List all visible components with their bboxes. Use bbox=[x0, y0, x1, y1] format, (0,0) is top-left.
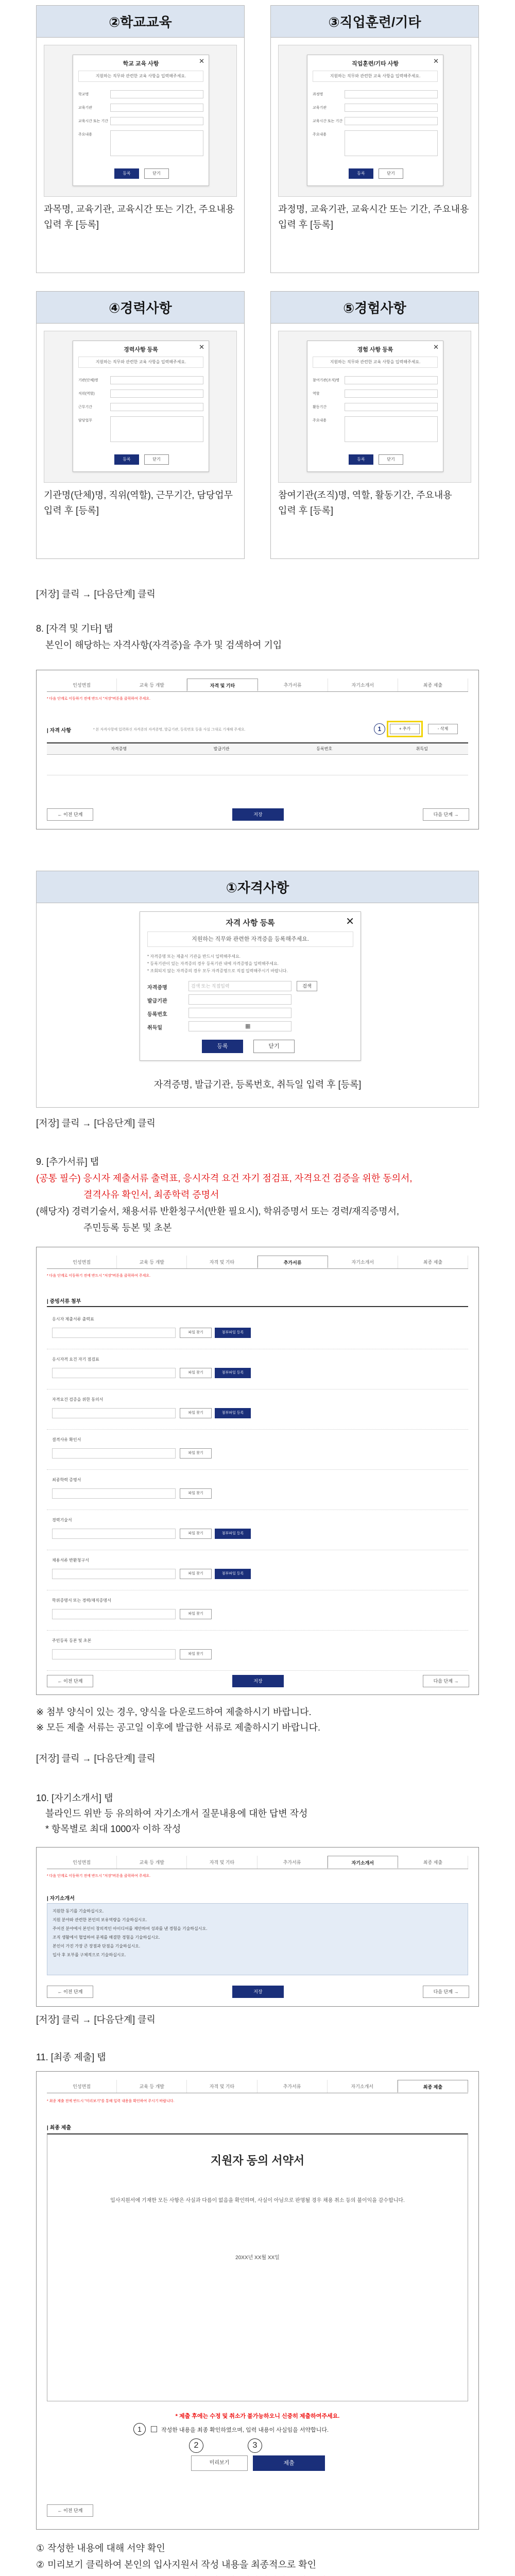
table-header-cell[interactable] bbox=[47, 743, 67, 754]
sec10-prev-button[interactable]: ← 이전 단계 bbox=[47, 1986, 93, 1998]
modal-title: 직업훈련/기타 사항 bbox=[351, 61, 399, 67]
file-find-button[interactable]: 파일 찾기 bbox=[180, 1368, 212, 1378]
close-icon[interactable]: ✕ bbox=[433, 343, 439, 351]
sec9-note-2: ※ 모든 제출 서류는 공고일 이후에 발급한 서류로 제출하시기 바랍니다. bbox=[36, 1722, 320, 1733]
field-input[interactable] bbox=[110, 403, 203, 411]
step-card-3 bbox=[270, 5, 479, 273]
field-input[interactable] bbox=[110, 130, 203, 156]
doc-label: 주민등록 등본 및 초본 bbox=[52, 1638, 92, 1643]
sec10-footer: [저장] 클릭 → [다음단계] 클릭 bbox=[36, 2014, 156, 2025]
qualification-field-input[interactable] bbox=[188, 1021, 291, 1031]
field-input[interactable] bbox=[345, 117, 438, 125]
caption-line: 입력 후 [등록] bbox=[278, 219, 333, 230]
step-card-screenshot bbox=[44, 331, 237, 483]
doc-file-input[interactable] bbox=[52, 1529, 176, 1539]
file-find-button[interactable]: 파일 찾기 bbox=[180, 1569, 212, 1579]
tab-item[interactable]: 추가서류 bbox=[258, 679, 328, 691]
step-card-screenshot bbox=[278, 45, 471, 197]
qualification-submit-button[interactable]: 등록 bbox=[202, 1040, 243, 1053]
step-card-caption bbox=[44, 201, 237, 232]
field-input[interactable] bbox=[345, 389, 438, 398]
attach-register-button[interactable]: 첨부파일 등록 bbox=[215, 1328, 251, 1338]
qualification-fields bbox=[147, 980, 353, 1033]
sec11-section-label: | 최종 제출 bbox=[47, 2125, 71, 2131]
sec9-footer: [저장] 클릭 → [다음단계] 클릭 bbox=[36, 1753, 156, 1764]
field-input[interactable] bbox=[345, 403, 438, 411]
qualification-field-input[interactable] bbox=[188, 994, 291, 1005]
field-label: 근무기간 bbox=[78, 405, 93, 409]
attach-register-button[interactable]: 첨부파일 등록 bbox=[215, 1408, 251, 1418]
final-step bbox=[36, 2556, 331, 2573]
attach-register-button[interactable]: 첨부파일 등록 bbox=[215, 1569, 251, 1579]
qualification-modal-title: 자격 사항 등록 bbox=[226, 919, 275, 927]
modal-title: 경험 사항 등록 bbox=[357, 347, 393, 353]
final-step-text: 미리보기 클릭하여 본인의 입사지원서 작성 내용을 최종적으로 확인 bbox=[47, 2560, 317, 2570]
sec10-tabs bbox=[47, 1856, 468, 1869]
tab-item[interactable]: 인성면접 bbox=[47, 1256, 117, 1268]
modal-field-row bbox=[78, 389, 203, 398]
doc-file-input[interactable] bbox=[52, 1368, 176, 1378]
close-icon[interactable]: ✕ bbox=[433, 57, 439, 65]
doc-label: 경력기술서 bbox=[52, 1518, 72, 1522]
sec9-screenshot bbox=[36, 1247, 479, 1695]
calendar-icon[interactable]: ▦ bbox=[245, 1023, 251, 1029]
field-input[interactable] bbox=[345, 104, 438, 112]
tab-item[interactable]: 인성면접 bbox=[47, 679, 117, 691]
step-card-caption bbox=[278, 201, 471, 232]
sec10-desc-1: 블라인드 위반 등 유의하여 자기소개서 질문내용에 대한 답변 작성 bbox=[45, 1808, 308, 1819]
field-input[interactable] bbox=[110, 416, 203, 442]
table-header-cell: 등록번호 bbox=[316, 747, 333, 751]
modal-note: 지원하는 직무와 관련한 교육 사항을 입력해주세요. bbox=[313, 71, 438, 82]
agree-checkbox[interactable] bbox=[151, 2426, 157, 2432]
sec8-next-button[interactable]: 다음 단계 → bbox=[423, 808, 469, 821]
file-find-button[interactable]: 파일 찾기 bbox=[180, 1448, 212, 1459]
tab-item[interactable]: 자격 및 기타 bbox=[187, 2080, 257, 2093]
sec10-section-label: | 자기소개서 bbox=[47, 1896, 75, 1902]
final-step-number: ① bbox=[36, 2543, 45, 2553]
sec9-divider bbox=[47, 1306, 468, 1307]
tab-item[interactable]: 교육 등 개발 bbox=[117, 1856, 187, 1869]
attach-register-button[interactable]: 첨부파일 등록 bbox=[215, 1368, 251, 1378]
modal-field-row bbox=[313, 104, 438, 112]
caption-line: 참여기관(조직)명, 역할, 활동기간, 주요내용 bbox=[278, 490, 452, 500]
modal-field-row bbox=[78, 403, 203, 411]
qualification-bullet: * 자격증명 또는 제출서 기관을 반드시 입력해주세요. bbox=[147, 954, 241, 959]
doc-upload-row bbox=[47, 1550, 468, 1590]
pledge-date: 20XX년 XX월 XX일 bbox=[235, 2255, 280, 2261]
step-card-modal bbox=[73, 55, 209, 186]
sec11-tabs bbox=[47, 2080, 468, 2093]
field-input[interactable] bbox=[110, 117, 203, 125]
sec8-screenshot bbox=[36, 670, 479, 829]
final-step-text: 작성한 내용에 대해 서약 확인 bbox=[47, 2543, 165, 2553]
field-label: 주요내용 bbox=[313, 419, 327, 422]
doc-file-input[interactable] bbox=[52, 1649, 176, 1659]
qualification-card-title: ①자격사항 bbox=[37, 871, 478, 903]
modal-title: 학교 교육 사항 bbox=[123, 61, 159, 67]
doc-label: 응시자격 요건 자기 점검표 bbox=[52, 1357, 99, 1362]
modal-field-row bbox=[313, 90, 438, 98]
field-input[interactable] bbox=[110, 376, 203, 384]
qualification-field-label: 등록번호 bbox=[147, 1012, 167, 1018]
sec11-red-warning: * 제출 후에는 수정 및 취소가 불가능하오니 신중히 제출하여주세요. bbox=[175, 2413, 340, 2419]
doc-file-input[interactable] bbox=[52, 1488, 176, 1499]
tab-item[interactable]: 추가서류 bbox=[258, 1256, 328, 1268]
doc-upload-row bbox=[47, 1510, 468, 1550]
sec8-prev-button[interactable]: ← 이전 단계 bbox=[47, 808, 93, 821]
sec11-marker-3: 3 bbox=[248, 2438, 262, 2453]
sec8-marker: 1 bbox=[374, 723, 385, 735]
field-input[interactable] bbox=[110, 90, 203, 98]
doc-upload-row bbox=[47, 1430, 468, 1470]
doc-upload-row bbox=[47, 1631, 468, 1671]
pledge-body: 입사지원서에 기재한 모든 사항은 사실과 다름이 없음을 확인하며, 사실이 아님으로 판명될 경우 채용 취소 등의 불이익을 감수합니다. bbox=[110, 2198, 405, 2204]
tab-item[interactable]: 최종 제출 bbox=[398, 2080, 468, 2093]
qualification-footer: [저장] 클릭 → [다음단계] 클릭 bbox=[36, 1118, 156, 1128]
doc-label: 자격요건 검증을 위한 동의서 bbox=[52, 1397, 104, 1402]
doc-file-input[interactable] bbox=[52, 1609, 176, 1619]
sec10-desc-2: * 항목별로 최대 1000자 이하 작성 bbox=[45, 1824, 181, 1834]
pledge-box bbox=[47, 2133, 468, 2401]
step-card-title: ②학교교육 bbox=[37, 6, 244, 38]
qualification-field-row bbox=[147, 1020, 353, 1033]
doc-label: 응시자 제출서류 출력표 bbox=[52, 1317, 94, 1321]
modal-field-row bbox=[78, 117, 203, 125]
sec9-optional-line-2: 주민등록 등본 및 초본 bbox=[83, 1223, 172, 1233]
step-card-modal bbox=[307, 55, 443, 186]
sec11-screenshot bbox=[36, 2071, 479, 2530]
field-input[interactable] bbox=[345, 376, 438, 384]
sec11-prev-button[interactable]: ← 이전 단계 bbox=[47, 2504, 93, 2517]
modal-submit-button[interactable]: 등록 bbox=[349, 454, 373, 465]
modal-field-row bbox=[313, 416, 438, 442]
sec8-section-label: | 자격 사항 bbox=[47, 728, 71, 734]
doc-upload-row bbox=[47, 1389, 468, 1430]
sec11-title: 11. [최종 제출] 탭 bbox=[36, 2052, 106, 2062]
sec8-tabs bbox=[47, 679, 468, 692]
field-input[interactable] bbox=[345, 416, 438, 442]
essay-question: 입사 후 포부를 구체적으로 기술하십시오. bbox=[53, 1953, 126, 1957]
doc-label: 최종학력 증명서 bbox=[52, 1478, 81, 1482]
modal-field-row bbox=[78, 130, 203, 156]
modal-field-row bbox=[78, 416, 203, 442]
tab-item[interactable]: 교육 등 개발 bbox=[117, 679, 187, 691]
sec9-tabs bbox=[47, 1256, 468, 1269]
step-card-title: ④경력사항 bbox=[37, 292, 244, 324]
sec9-note-1: ※ 첨부 양식이 있는 경우, 양식을 다운로드하여 제출하시기 바랍니다. bbox=[36, 1707, 312, 1717]
step-card-title: ③직업훈련/기타 bbox=[271, 6, 478, 38]
field-input[interactable] bbox=[110, 104, 203, 112]
step-card-caption bbox=[44, 487, 237, 518]
qualification-field-label: 취득일 bbox=[147, 1025, 162, 1031]
final-step bbox=[36, 2573, 331, 2576]
modal-field-row bbox=[78, 90, 203, 98]
qualification-field-input[interactable] bbox=[188, 1008, 291, 1018]
modal-note: 지원하는 직무와 관련한 교육 사항을 입력해주세요. bbox=[78, 71, 203, 82]
sec9-save-button[interactable]: 저장 bbox=[232, 1675, 284, 1687]
modal-field-row bbox=[313, 130, 438, 156]
qualification-field-row bbox=[147, 980, 353, 993]
sec9-required-line-2: 결격사유 확인서, 최종학력 증명서 bbox=[83, 1190, 219, 1200]
sec10-save-button[interactable]: 저장 bbox=[232, 1986, 284, 1998]
field-label: 활동기간 bbox=[313, 405, 327, 409]
agree-label: 작성한 내용을 최종 확인하였으며, 입력 내용이 사실임을 서약합니다. bbox=[161, 2427, 329, 2433]
tab-item[interactable]: 최종 제출 bbox=[398, 1856, 468, 1869]
field-input[interactable] bbox=[110, 389, 203, 398]
doc-upload-row bbox=[47, 1349, 468, 1389]
field-label: 주요내용 bbox=[313, 133, 327, 137]
sec8-red-note: * 다음 단계로 이동하기 전에 반드시 "저장"버튼을 클릭하여 주세요. bbox=[47, 697, 151, 701]
field-label: 직위(역할) bbox=[78, 392, 95, 396]
sec9-prev-button[interactable]: ← 이전 단계 bbox=[47, 1675, 93, 1687]
essay-question: 지원 분야와 관련한 본인의 보유역량을 기술하십시오. bbox=[53, 1918, 147, 1922]
step-card-4 bbox=[36, 291, 245, 559]
field-label: 과정명 bbox=[313, 93, 323, 96]
sec9-red-note: * 다음 단계로 이동하기 전에 반드시 "저장"버튼을 클릭하여 주세요. bbox=[47, 1274, 151, 1278]
essay-question: 주어진 분야에서 본인이 창의적인 아이디어를 제안하여 성과를 낸 경험을 기술하십시오. bbox=[53, 1926, 208, 1931]
qualification-field-row bbox=[147, 1007, 353, 1020]
doc-label: 결격사유 확인서 bbox=[52, 1437, 81, 1442]
caption-line: 입력 후 [등록] bbox=[278, 505, 333, 516]
tab-item[interactable]: 자기소개서 bbox=[328, 1856, 398, 1869]
qualification-field-input[interactable]: 검색 또는 직접입력 bbox=[188, 981, 291, 991]
field-label: 교육기관 bbox=[78, 106, 93, 110]
preview-button[interactable]: 미리보기 bbox=[191, 2455, 248, 2471]
doc-upload-row bbox=[47, 1470, 468, 1510]
caption-line: 과정명, 교육기관, 교육시간 또는 기간, 주요내용 bbox=[278, 204, 469, 214]
qualification-field-label: 자격증명 bbox=[147, 985, 167, 991]
doc-upload-row bbox=[47, 1309, 468, 1349]
caption-line: 입력 후 [등록] bbox=[44, 505, 99, 516]
sec9-section-label: | 증빙서류 첨부 bbox=[47, 1299, 81, 1304]
field-label: 교육시간 또는 기간 bbox=[313, 120, 342, 123]
modal-close-button[interactable]: 닫기 bbox=[144, 168, 169, 179]
tab-item[interactable]: 자격 및 기타 bbox=[187, 1256, 257, 1268]
tab-item[interactable]: 최종 제출 bbox=[398, 1256, 468, 1268]
sec9-title: 9. [추가서류] 탭 bbox=[36, 1157, 99, 1167]
qualification-close-button[interactable]: 닫기 bbox=[253, 1040, 295, 1053]
sec9-doc-list bbox=[47, 1309, 468, 1671]
modal-field-row bbox=[78, 376, 203, 384]
sec10-title: 10. [자기소개서] 탭 bbox=[36, 1793, 113, 1803]
file-find-button[interactable]: 파일 찾기 bbox=[180, 1328, 212, 1338]
step-card-screenshot bbox=[44, 45, 237, 197]
file-find-button[interactable]: 파일 찾기 bbox=[180, 1408, 212, 1418]
tab-item[interactable]: 자기소개서 bbox=[328, 2080, 398, 2093]
modal-close-button[interactable]: 닫기 bbox=[144, 454, 169, 465]
final-step-number: ② bbox=[36, 2560, 45, 2570]
sec8-table-empty-row bbox=[47, 755, 468, 775]
close-icon[interactable]: ✕ bbox=[199, 343, 204, 351]
caption-line: 입력 후 [등록] bbox=[44, 219, 99, 230]
sec11-step-list bbox=[36, 2540, 331, 2576]
modal-field-row bbox=[313, 117, 438, 125]
qualification-bullet: * 조회되지 않는 자격증의 경우 모두 자격증명으로 직접 입력해주시기 바랍니다. bbox=[147, 969, 288, 973]
sec9-required-line-1: (공통 필수) 응시자 제출서류 출력표, 응시자격 요건 자기 점검표, 자격요건 검증을 위한 동의서, bbox=[36, 1173, 413, 1183]
qualification-search-button[interactable]: 검색 bbox=[297, 981, 317, 991]
qualification-bullet: * 등록기관이 있는 자격증의 경우 등록기관 내에 자격증명을 입력해주세요. bbox=[147, 961, 279, 966]
field-label: 주요내용 bbox=[78, 133, 93, 137]
tab-item[interactable]: 최종 제출 bbox=[398, 679, 468, 691]
tab-item[interactable]: 자격 및 기타 bbox=[187, 679, 258, 691]
doc-label: 학위증명서 또는 경력/재직증명서 bbox=[52, 1598, 111, 1603]
modal-close-button[interactable]: 닫기 bbox=[379, 454, 403, 465]
sec9-next-button[interactable]: 다음 단계 → bbox=[423, 1675, 469, 1687]
field-label: 학교명 bbox=[78, 93, 89, 96]
modal-field-row bbox=[78, 104, 203, 112]
tab-item[interactable]: 교육 등 개발 bbox=[117, 2080, 187, 2093]
tab-item[interactable]: 추가서류 bbox=[258, 2080, 328, 2093]
field-label: 교육기관 bbox=[313, 106, 327, 110]
doc-upload-row bbox=[47, 1590, 468, 1631]
qualification-field-row bbox=[147, 993, 353, 1007]
step-card-5 bbox=[270, 291, 479, 559]
close-icon[interactable]: ✕ bbox=[199, 57, 204, 65]
sec8-delete-button[interactable]: - 삭제 bbox=[428, 724, 458, 734]
modal-note: 지원하는 직무와 관련한 교육 사항을 입력해주세요. bbox=[313, 357, 438, 368]
step-card-screenshot bbox=[278, 331, 471, 483]
field-label: 역할 bbox=[313, 392, 320, 396]
file-find-button[interactable]: 파일 찾기 bbox=[180, 1609, 212, 1619]
qualification-bullets bbox=[147, 953, 353, 975]
modal-note: 지원하는 직무와 관련한 교육 사항을 입력해주세요. bbox=[78, 357, 203, 368]
sec11-marker-1: 1 bbox=[133, 2423, 146, 2435]
modal-field-row bbox=[313, 376, 438, 384]
qualification-card bbox=[36, 871, 479, 1108]
qualification-modal-note: 지원하는 직무와 관련한 자격증을 등록해주세요. bbox=[147, 931, 353, 947]
modal-field-row bbox=[313, 403, 438, 411]
attach-register-button[interactable]: 첨부파일 등록 bbox=[215, 1529, 251, 1539]
caption-line: 기관명(단체)명, 직위(역할), 근무기간, 담당업무 bbox=[44, 490, 233, 500]
step-card-modal bbox=[73, 341, 209, 472]
sec10-screenshot bbox=[36, 1847, 479, 2007]
final-step bbox=[36, 2540, 331, 2556]
sec10-red-note: * 다음 단계로 이동하기 전에 반드시 "저장"버튼을 클릭하여 주세요. bbox=[47, 1874, 151, 1878]
final-submit-button[interactable]: 제출 bbox=[253, 2455, 325, 2471]
pledge-title: 지원자 동의 서약서 bbox=[210, 2154, 305, 2167]
essay-question: 지원한 동기를 기술하십시오. bbox=[53, 1909, 104, 1913]
doc-file-input[interactable] bbox=[52, 1448, 176, 1459]
tab-item[interactable]: 자격 및 기타 bbox=[187, 1856, 257, 1869]
doc-file-input[interactable] bbox=[52, 1328, 176, 1338]
table-header-cell: 발급기관 bbox=[213, 747, 230, 751]
doc-file-input[interactable] bbox=[52, 1408, 176, 1418]
qualification-modal bbox=[140, 911, 361, 1061]
sec10-question-box bbox=[47, 1903, 468, 1975]
caption-line: 과목명, 교육기관, 교육시간 또는 기간, 주요내용 bbox=[44, 204, 235, 214]
modal-close-button[interactable]: 닫기 bbox=[379, 168, 403, 179]
sec8-section-hint: * 본 자격사항에 입력하신 자격증의 자격증명, 발급기관, 등록번호 등을 사실 그대로 기재해 주세요. bbox=[93, 728, 246, 732]
modal-field-row bbox=[313, 389, 438, 398]
sec8-table-header bbox=[47, 742, 468, 755]
sec11-red-note: * 최종 제출 전에 반드시 "미리보기"를 통해 입력 내용을 확인하여 주시기 바랍니다. bbox=[47, 2099, 175, 2103]
step-card-title: ⑤경험사항 bbox=[271, 292, 478, 324]
modal-title: 경력사항 등록 bbox=[124, 347, 158, 353]
tab-item[interactable]: 추가서류 bbox=[258, 1856, 328, 1869]
field-input[interactable] bbox=[345, 90, 438, 98]
step-card-caption bbox=[278, 487, 471, 518]
step-cards-footer: [저장] 클릭 → [다음단계] 클릭 bbox=[36, 589, 156, 599]
field-label: 교육시간 또는 기간 bbox=[78, 120, 108, 123]
close-icon[interactable]: ✕ bbox=[346, 916, 354, 927]
essay-question: 조직 생활에서 협업하여 문제를 해결한 경험을 기술하십시오. bbox=[53, 1935, 160, 1940]
file-find-button[interactable]: 파일 찾기 bbox=[180, 1488, 212, 1499]
sec9-optional-line-1: (해당자) 경력기술서, 채용서류 반환청구서(반환 필요시), 학위증명서 또는 경력/재직증명서, bbox=[36, 1206, 399, 1216]
sec8-add-button[interactable]: + 추가 bbox=[390, 724, 420, 734]
sec8-title: 8. [자격 및 기타] 탭 bbox=[36, 623, 113, 634]
sec11-marker-2: 2 bbox=[189, 2438, 203, 2453]
field-label: 참여기관(조직)명 bbox=[313, 379, 339, 382]
step-card-modal bbox=[307, 341, 443, 472]
sec8-save-button[interactable]: 저장 bbox=[232, 808, 284, 821]
tab-item[interactable]: 교육 등 개발 bbox=[117, 1256, 187, 1268]
file-find-button[interactable]: 파일 찾기 bbox=[180, 1649, 212, 1659]
essay-question: 본인이 가진 가장 큰 장점과 단점을 기술하십시오. bbox=[53, 1944, 141, 1948]
field-label: 담당업무 bbox=[78, 419, 93, 422]
tab-item[interactable]: 자기소개서 bbox=[328, 1256, 398, 1268]
doc-file-input[interactable] bbox=[52, 1569, 176, 1579]
qualification-field-label: 발급기관 bbox=[147, 998, 167, 1004]
doc-label: 채용서류 반환청구서 bbox=[52, 1558, 89, 1563]
table-header-cell: 자격증명 bbox=[111, 747, 127, 751]
sec8-desc: 본인이 해당하는 자격사항(자격증)을 추가 및 검색하여 기입 bbox=[45, 640, 282, 650]
step-card-2 bbox=[36, 5, 245, 273]
field-input[interactable] bbox=[345, 130, 438, 156]
table-header-cell: 취득일 bbox=[416, 747, 428, 751]
modal-submit-button[interactable]: 등록 bbox=[114, 454, 139, 465]
file-find-button[interactable]: 파일 찾기 bbox=[180, 1529, 212, 1539]
tab-item[interactable]: 인성면접 bbox=[47, 1856, 117, 1869]
tab-item[interactable]: 자기소개서 bbox=[328, 679, 398, 691]
modal-submit-button[interactable]: 등록 bbox=[114, 168, 139, 179]
tab-item[interactable]: 인성면접 bbox=[47, 2080, 117, 2093]
qualification-caption: 자격증명, 발급기관, 등록번호, 취득일 입력 후 [등록] bbox=[153, 1079, 362, 1090]
field-label: 기관(단체)명 bbox=[78, 379, 98, 382]
modal-submit-button[interactable]: 등록 bbox=[349, 168, 373, 179]
sec10-next-button[interactable]: 다음 단계 → bbox=[423, 1986, 469, 1998]
